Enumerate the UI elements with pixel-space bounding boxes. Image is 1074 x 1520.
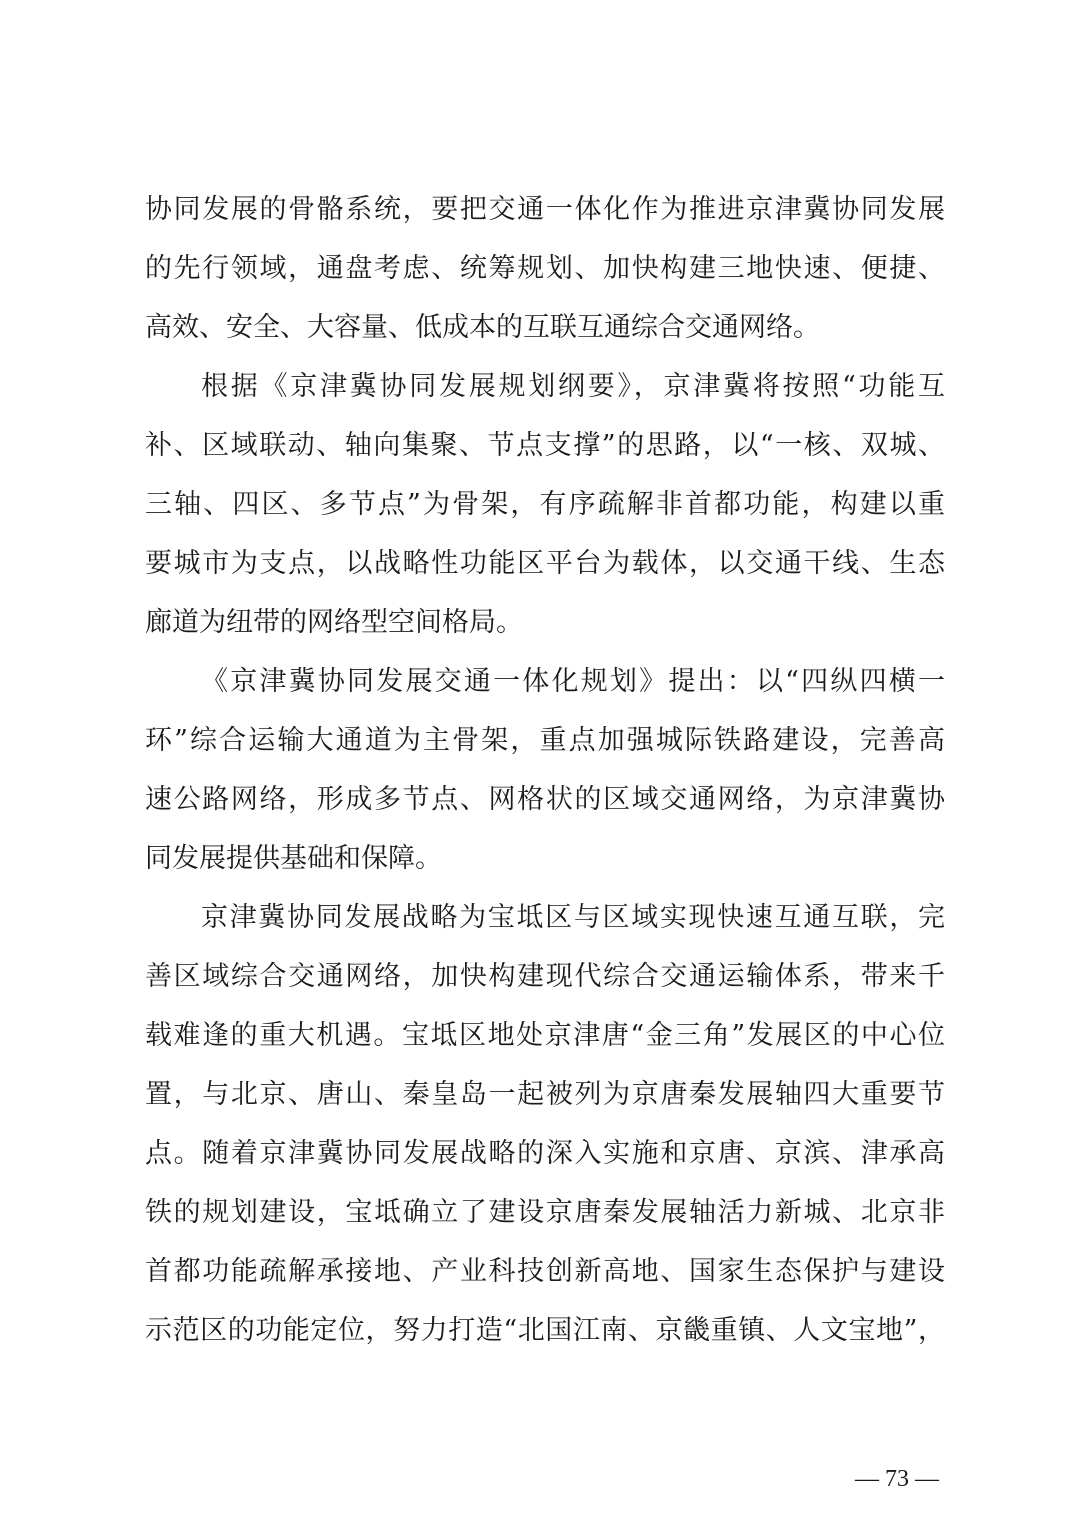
text-line: 置，与北京、唐山、秦皇岛一起被列为京唐秦发展轴四大重要节 — [145, 1079, 945, 1110]
paragraph-first-line: 《京津冀协同发展交通一体化规划》提出：以“四纵四横一 — [201, 666, 945, 697]
text-line: 首都功能疏解承接地、产业科技创新高地、国家生态保护与建设 — [145, 1256, 945, 1287]
text-line: 高效、安全、大容量、低成本的互联互通综合交通网络。 — [145, 312, 820, 343]
text-line: 补、区域联动、轴向集聚、节点支撑”的思路，以“一核、双城、 — [145, 430, 945, 461]
text-line: 的先行领域，通盘考虑、统筹规划、加快构建三地快速、便捷、 — [145, 253, 945, 284]
text-line: 点。随着京津冀协同发展战略的深入实施和京唐、京滨、津承高 — [145, 1138, 945, 1169]
text-line: 速公路网络，形成多节点、网格状的区域交通网络，为京津冀协 — [145, 784, 945, 815]
text-line: 要城市为支点，以战略性功能区平台为载体，以交通干线、生态 — [145, 548, 945, 579]
text-line: 载难逢的重大机遇。宝坻区地处京津唐“金三角”发展区的中心位 — [145, 1020, 945, 1051]
text-line: 环”综合运输大通道为主骨架，重点加强城际铁路建设，完善高 — [145, 725, 945, 756]
text-line: 示范区的功能定位，努力打造“北国江南、京畿重镇、人文宝地”， — [145, 1315, 945, 1346]
text-line: 协同发展的骨骼系统，要把交通一体化作为推进京津冀协同发展 — [145, 194, 945, 225]
page-number: — 73 — — [855, 1466, 939, 1492]
text-line: 三轴、四区、多节点”为骨架，有序疏解非首都功能，构建以重 — [145, 489, 945, 520]
text-line: 铁的规划建设，宝坻确立了建设京唐秦发展轴活力新城、北京非 — [145, 1197, 945, 1228]
text-line: 善区域综合交通网络，加快构建现代综合交通运输体系，带来千 — [145, 961, 945, 992]
text-line: 同发展提供基础和保障。 — [145, 843, 442, 874]
paragraph-first-line: 根据《京津冀协同发展规划纲要》，京津冀将按照“功能互 — [201, 371, 945, 402]
text-line: 廊道为纽带的网络型空间格局。 — [145, 607, 523, 638]
paragraph-first-line: 京津冀协同发展战略为宝坻区与区域实现快速互通互联，完 — [201, 902, 945, 933]
body-text — [145, 180, 945, 1360]
